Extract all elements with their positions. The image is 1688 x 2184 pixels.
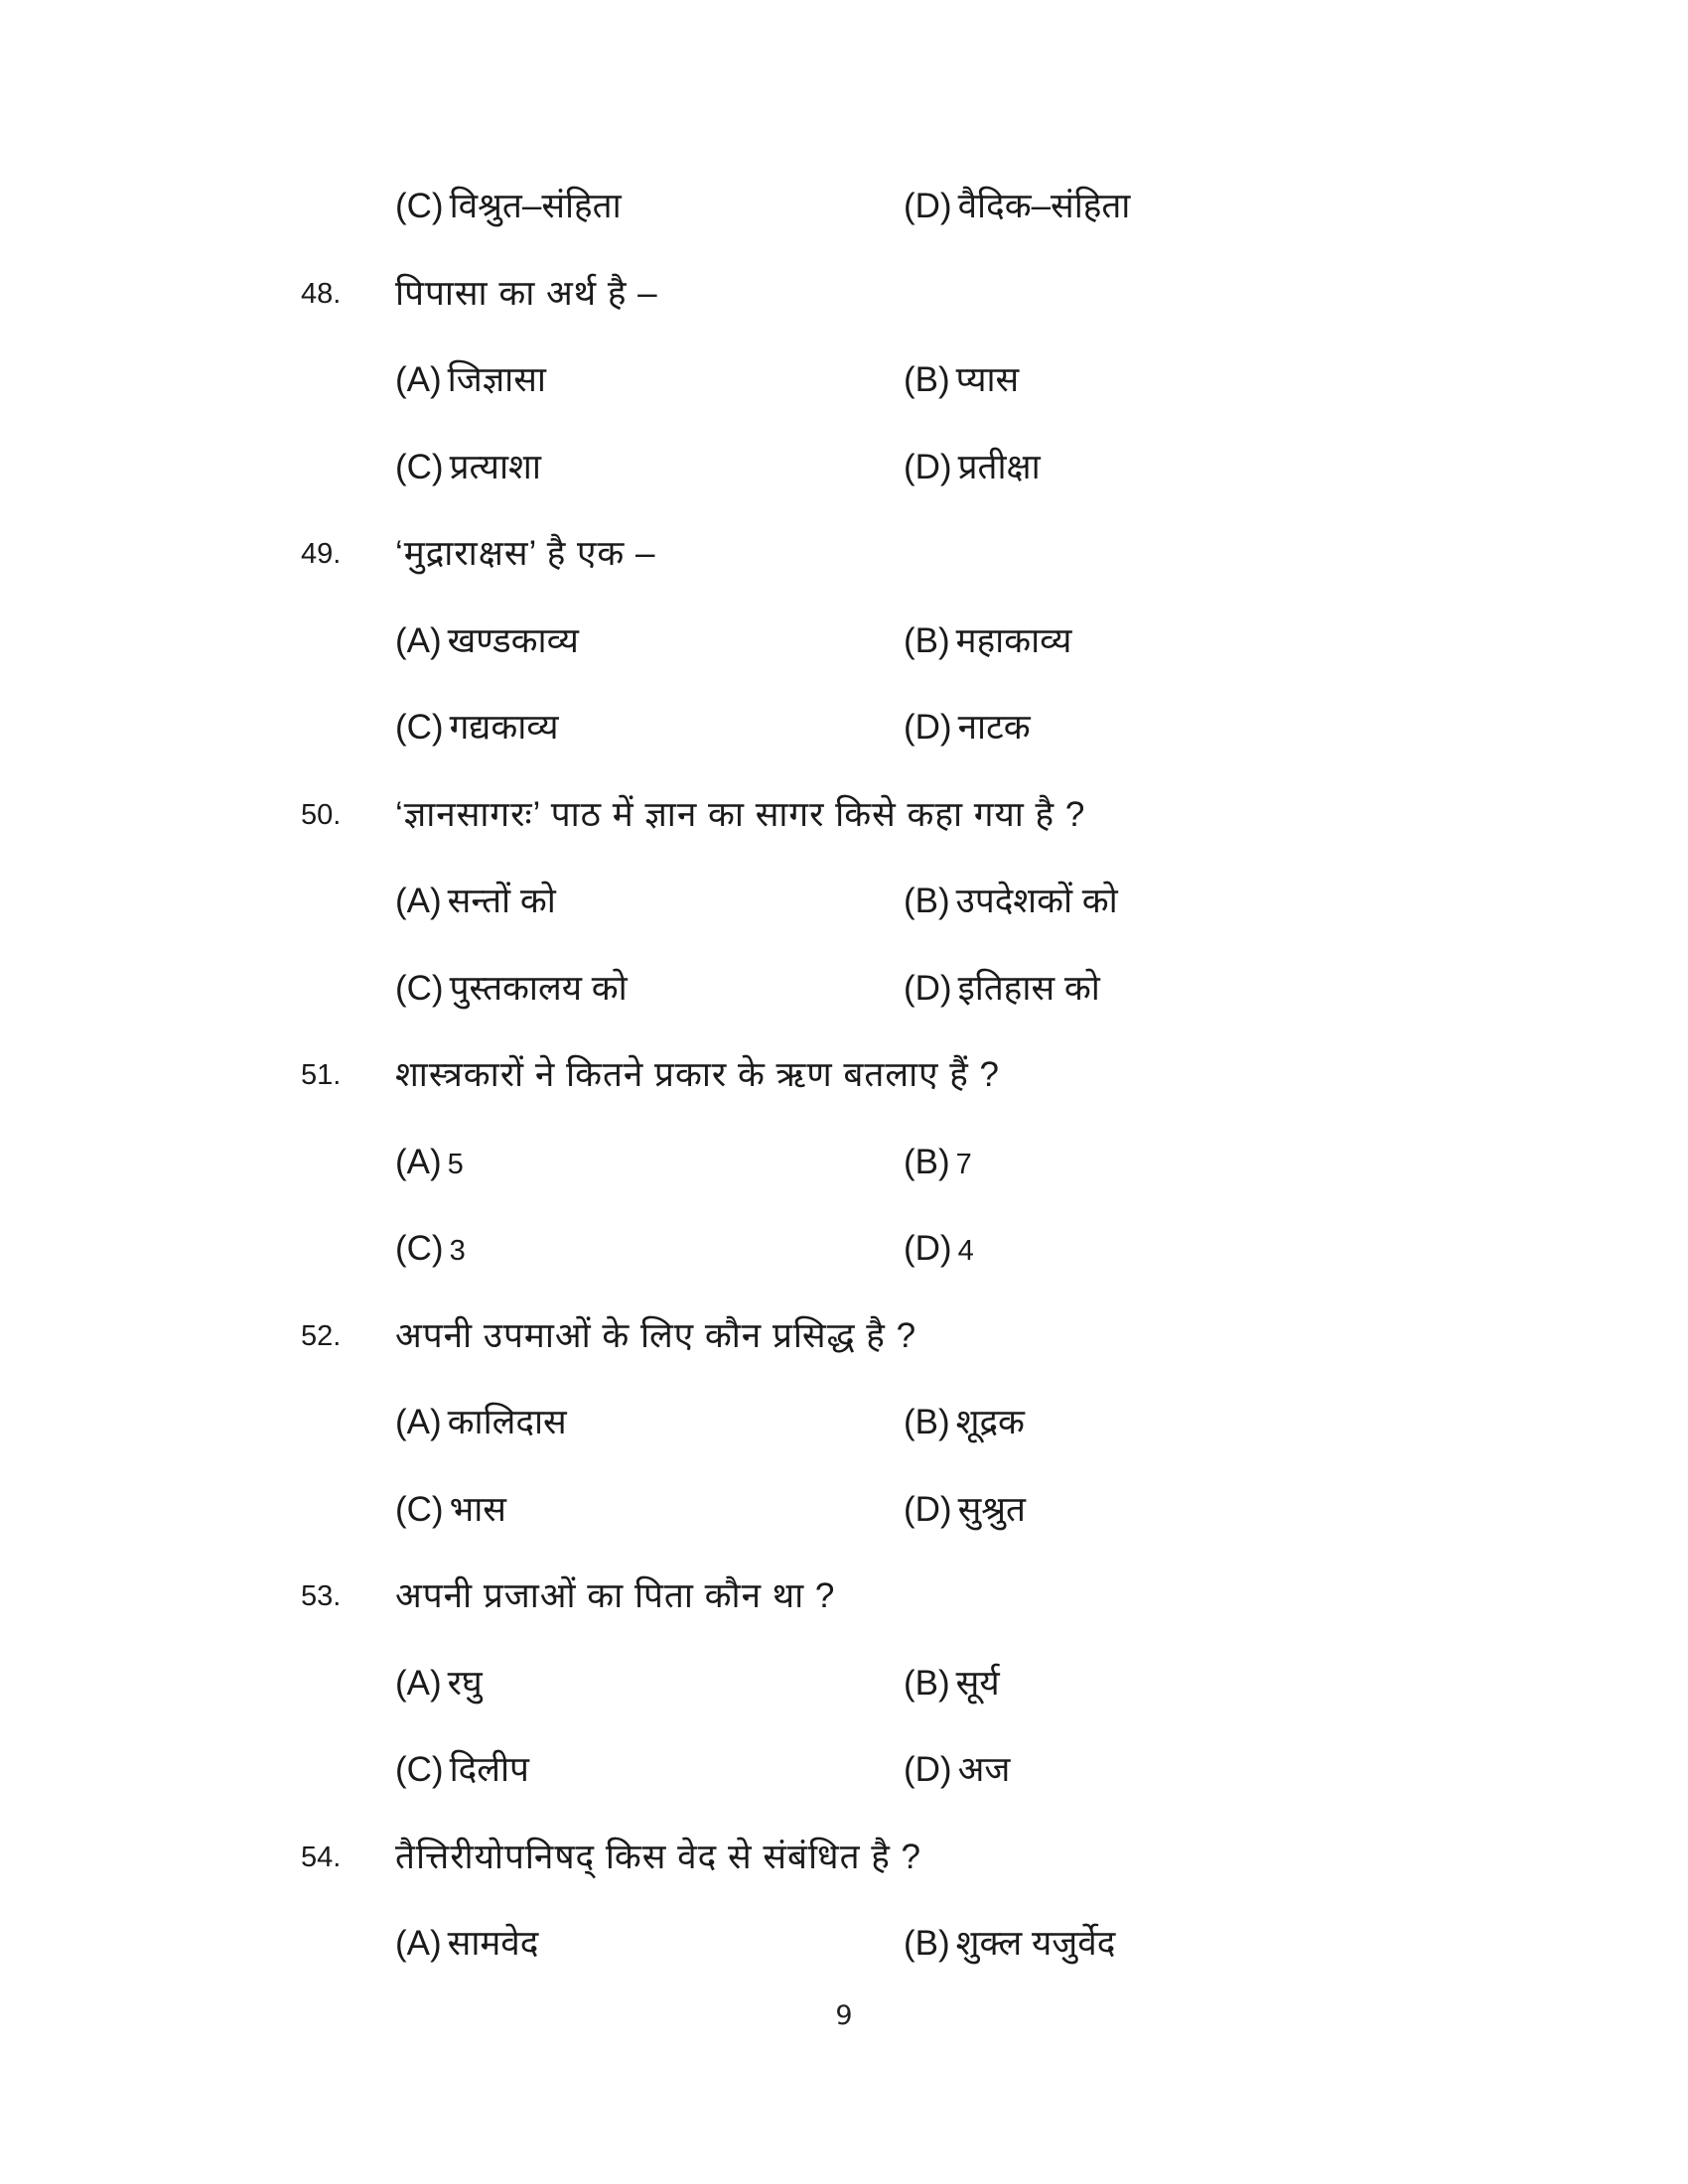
option-text: शूद्रक: [955, 1403, 1025, 1441]
option-row: [0, 1219, 1688, 1279]
option-row: [0, 1133, 1688, 1192]
option-text: अज: [957, 1750, 1011, 1789]
option-label: (D): [904, 447, 952, 486]
question-row: [0, 1828, 1688, 1887]
option-label: (D): [904, 1750, 952, 1789]
option-text: रघु: [447, 1663, 483, 1703]
option-label: (C): [395, 1489, 444, 1529]
option: [904, 1914, 1115, 1974]
option: [904, 1133, 972, 1194]
option-label: (B): [904, 1403, 950, 1441]
option-text: पुस्तकालय को: [449, 968, 628, 1008]
option-text: इतिहास को: [957, 968, 1100, 1008]
option-text: सुश्रुत: [957, 1489, 1026, 1529]
option: [395, 959, 628, 1019]
page-number: 9: [835, 2000, 853, 2031]
question-row: [0, 1567, 1688, 1626]
question-row: [0, 1045, 1688, 1105]
option-text: सूर्य: [955, 1663, 1000, 1703]
question-number: 54.: [301, 1841, 342, 1873]
question-text: ‘मुद्राराक्षस’ है एक –: [395, 534, 656, 573]
question-row: [0, 785, 1688, 845]
option-text: महाकाव्य: [955, 620, 1072, 660]
option-label: (C): [395, 1229, 444, 1268]
option-text: सन्तों को: [447, 882, 556, 920]
question-number: 50.: [301, 798, 342, 831]
option-label: (C): [395, 968, 444, 1008]
option-label: (B): [904, 620, 950, 660]
question-text: तैत्तिरीयोपनिषद् किस वेद से संबंधित है ?: [395, 1837, 922, 1876]
option-label: (A): [395, 360, 442, 399]
question-number: 48.: [301, 277, 342, 310]
option-label: (A): [395, 1403, 442, 1441]
question-text: अपनी प्रजाओं का पिता कौन था ?: [395, 1576, 836, 1615]
option-label: (B): [904, 1142, 950, 1181]
option-row: [0, 177, 1688, 236]
option: [904, 1480, 1026, 1540]
option: [395, 1219, 466, 1281]
option: [395, 1914, 538, 1974]
question-row: [0, 264, 1688, 324]
option: [395, 1393, 567, 1452]
question-text: शास्त्रकारों ने कितने प्रकार के ऋण बतलाए हैं ?: [395, 1055, 1001, 1094]
option-text: उपदेशकों को: [955, 882, 1118, 920]
option-label: (D): [904, 968, 952, 1008]
option: [904, 612, 1071, 671]
option-text: कालिदास: [447, 1403, 567, 1441]
option-row: [0, 350, 1688, 410]
option: [395, 350, 546, 410]
question-number: 51.: [301, 1059, 342, 1091]
option: [904, 959, 1100, 1019]
question-number: 53.: [301, 1580, 342, 1612]
option: [904, 872, 1118, 931]
option-text: वैदिक–संहिता: [957, 187, 1131, 225]
option-label: (B): [904, 1663, 950, 1703]
option: [904, 1393, 1025, 1452]
option: [904, 350, 1019, 410]
option-text: 7: [955, 1148, 972, 1180]
question-number: 52.: [301, 1319, 342, 1352]
option-label: (A): [395, 1142, 442, 1181]
option: [395, 1480, 506, 1540]
option-text: 4: [957, 1235, 974, 1267]
option-label: (A): [395, 1663, 442, 1703]
option-row: [0, 1914, 1688, 1974]
option-label: (C): [395, 187, 444, 225]
option: [904, 1654, 1000, 1713]
option: [904, 1219, 974, 1281]
option-label: (B): [904, 360, 950, 399]
option-label: (D): [904, 1489, 952, 1529]
option-text: भास: [449, 1489, 506, 1529]
option-row: [0, 872, 1688, 931]
option-text: 5: [447, 1148, 464, 1180]
option-text: खण्डकाव्य: [447, 620, 579, 660]
option: [395, 177, 622, 236]
option: [395, 1740, 529, 1800]
option: [395, 872, 556, 931]
option: [395, 1654, 483, 1713]
option-text: प्रतीक्षा: [957, 447, 1041, 486]
question-text: पिपासा का अर्थ है –: [395, 273, 658, 313]
option-text: सामवेद: [447, 1924, 539, 1963]
option-text: शुक्ल यजुर्वेद: [955, 1924, 1116, 1963]
option-label: (C): [395, 447, 444, 486]
option-text: दिलीप: [449, 1750, 529, 1789]
option-text: विश्रुत–संहिता: [449, 187, 622, 225]
option-label: (C): [395, 708, 444, 747]
option-row: [0, 1654, 1688, 1713]
option-row: [0, 438, 1688, 497]
option-label: (A): [395, 1924, 442, 1963]
option-label: (A): [395, 620, 442, 660]
option-label: (B): [904, 1924, 950, 1963]
option-row: [0, 698, 1688, 757]
option: [904, 438, 1041, 497]
option-label: (C): [395, 1750, 444, 1789]
question-number: 49.: [301, 538, 342, 570]
option-row: [0, 959, 1688, 1019]
option-label: (A): [395, 882, 442, 920]
option-text: प्रत्याशा: [449, 447, 541, 486]
option-row: [0, 1393, 1688, 1452]
question-text: अपनी उपमाओं के लिए कौन प्रसिद्ध है ?: [395, 1315, 917, 1355]
option-text: 3: [449, 1235, 466, 1267]
option-label: (B): [904, 882, 950, 920]
option-label: (D): [904, 708, 952, 747]
option-label: (D): [904, 187, 952, 225]
option-text: गद्यकाव्य: [449, 708, 559, 747]
option: [904, 1740, 1010, 1800]
option-row: [0, 612, 1688, 671]
option-text: जिज्ञासा: [447, 360, 546, 399]
option-row: [0, 1480, 1688, 1540]
option: [395, 698, 559, 757]
option-text: प्यास: [955, 360, 1020, 399]
question-row: [0, 1306, 1688, 1366]
option-label: (D): [904, 1229, 952, 1268]
option: [395, 438, 541, 497]
option: [904, 177, 1130, 236]
option-row: [0, 1740, 1688, 1800]
question-row: [0, 524, 1688, 584]
option: [904, 698, 1031, 757]
option: [395, 1133, 464, 1194]
option-text: नाटक: [957, 708, 1031, 747]
question-text: ‘ज्ञानसागरः’ पाठ में ज्ञान का सागर किसे कहा गया है ?: [395, 794, 1086, 834]
option: [395, 612, 579, 671]
